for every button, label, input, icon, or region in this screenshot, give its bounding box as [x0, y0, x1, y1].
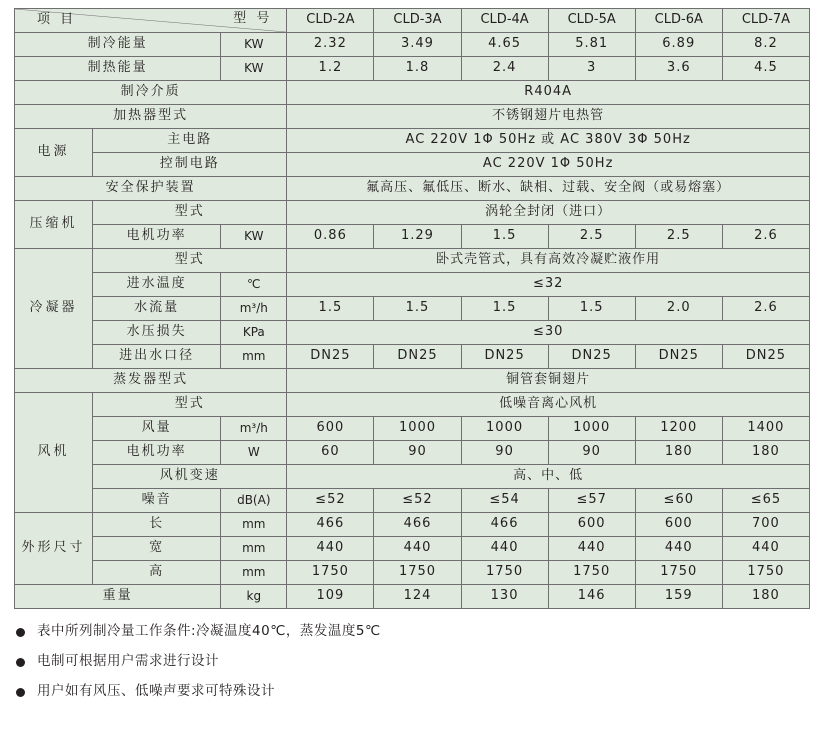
cell-value-span: 氟高压、氟低压、断水、缺相、过载、安全阀（或易熔塞） [287, 177, 810, 201]
cell-value-span: R404A [287, 81, 810, 105]
row-label: 风机变速 [93, 465, 287, 489]
cell-value-span: ≤30 [287, 321, 810, 345]
table-row [15, 273, 810, 297]
row-unit: KW [221, 225, 287, 249]
cell-value: ≤65 [722, 489, 809, 513]
cell-value: 3 [548, 57, 635, 81]
row-label: 进出水口径 [93, 345, 221, 369]
cell-value: 2.6 [722, 225, 809, 249]
row-label: 制冷介质 [15, 81, 287, 105]
cell-value: 600 [287, 417, 374, 441]
header-corner-cell [15, 9, 287, 33]
cell-value: 1200 [635, 417, 722, 441]
cell-value: 440 [374, 537, 461, 561]
cell-value: 2.0 [635, 297, 722, 321]
row-label: 主电路 [93, 129, 287, 153]
cell-value-span: AC 220V 1Φ 50Hz 或 AC 380V 3Φ 50Hz [287, 129, 810, 153]
row-label: 电机功率 [93, 225, 221, 249]
row-unit: mm [221, 561, 287, 585]
cell-value: 1000 [374, 417, 461, 441]
cell-value: 1750 [461, 561, 548, 585]
bullet-icon [16, 628, 25, 637]
table-row [15, 57, 810, 81]
group-label-compressor: 压缩机 [15, 201, 93, 249]
cell-value: 90 [374, 441, 461, 465]
table-row [15, 177, 810, 201]
cell-value: ≤57 [548, 489, 635, 513]
row-unit: kg [221, 585, 287, 609]
cell-value: 3.6 [635, 57, 722, 81]
model-header-2: CLD-4A [461, 9, 548, 33]
cell-value-span: 不锈钢翅片电热管 [287, 105, 810, 129]
group-label-fan: 风机 [15, 393, 93, 513]
row-label: 型式 [93, 249, 287, 273]
note-text: 用户如有风压、低噪声要求可特殊设计 [37, 683, 275, 700]
cell-value-span: 低噪音离心风机 [287, 393, 810, 417]
row-label: 噪音 [93, 489, 221, 513]
row-label: 加热器型式 [15, 105, 287, 129]
cell-value: 2.32 [287, 33, 374, 57]
cell-value: 130 [461, 585, 548, 609]
cell-value: 180 [722, 441, 809, 465]
cell-value-span: AC 220V 1Φ 50Hz [287, 153, 810, 177]
table-row [15, 129, 810, 153]
model-header-1: CLD-3A [374, 9, 461, 33]
cell-value: ≤52 [374, 489, 461, 513]
model-header-3: CLD-5A [548, 9, 635, 33]
cell-value: 1750 [548, 561, 635, 585]
row-label: 蒸发器型式 [15, 369, 287, 393]
table-row [15, 105, 810, 129]
row-label: 风量 [93, 417, 221, 441]
cell-value: 60 [287, 441, 374, 465]
cell-value: 1.5 [287, 297, 374, 321]
bullet-icon [16, 688, 25, 697]
cell-value: 1750 [635, 561, 722, 585]
row-unit: ℃ [221, 273, 287, 297]
cell-value: 1.2 [287, 57, 374, 81]
cell-value: 466 [461, 513, 548, 537]
cell-value: 1.5 [461, 297, 548, 321]
cell-value: 440 [548, 537, 635, 561]
cell-value: DN25 [722, 345, 809, 369]
cell-value-span: 卧式壳管式，具有高效冷凝贮液作用 [287, 249, 810, 273]
header-model-label: 型 号 [233, 11, 273, 26]
table-row [15, 81, 810, 105]
cell-value: 8.2 [722, 33, 809, 57]
cell-value: 124 [374, 585, 461, 609]
table-row [15, 513, 810, 537]
row-unit: KW [221, 33, 287, 57]
row-label: 宽 [93, 537, 221, 561]
bullet-icon [16, 658, 25, 667]
cell-value: 159 [635, 585, 722, 609]
row-label: 制冷能量 [15, 33, 221, 57]
cell-value: 2.6 [722, 297, 809, 321]
cell-value: 466 [287, 513, 374, 537]
cell-value: 1.5 [548, 297, 635, 321]
cell-value: 2.5 [548, 225, 635, 249]
cell-value: 440 [722, 537, 809, 561]
model-header-5: CLD-7A [722, 9, 809, 33]
row-label: 进水温度 [93, 273, 221, 297]
cell-value: 1.5 [461, 225, 548, 249]
cell-value: DN25 [548, 345, 635, 369]
row-unit: mm [221, 513, 287, 537]
cell-value: 700 [722, 513, 809, 537]
cell-value: 466 [374, 513, 461, 537]
table-row [15, 345, 810, 369]
cell-value-span: 高、中、低 [287, 465, 810, 489]
table-row [15, 561, 810, 585]
table-row [15, 585, 810, 609]
cell-value: 180 [635, 441, 722, 465]
cell-value: ≤60 [635, 489, 722, 513]
row-unit: KPa [221, 321, 287, 345]
table-row [15, 441, 810, 465]
row-unit: dB(A) [221, 489, 287, 513]
table-row [15, 369, 810, 393]
row-label: 长 [93, 513, 221, 537]
cell-value: 90 [548, 441, 635, 465]
cell-value-span: 铜管套铜翅片 [287, 369, 810, 393]
cell-value: 1000 [548, 417, 635, 441]
cell-value: ≤52 [287, 489, 374, 513]
table-row [15, 489, 810, 513]
cell-value-span: 涡轮全封闭（进口） [287, 201, 810, 225]
row-label: 水流量 [93, 297, 221, 321]
cell-value: 180 [722, 585, 809, 609]
row-unit: mm [221, 345, 287, 369]
table-row [15, 417, 810, 441]
row-unit: m³/h [221, 297, 287, 321]
cell-value: 109 [287, 585, 374, 609]
table-row [15, 393, 810, 417]
row-unit: m³/h [221, 417, 287, 441]
note-item [16, 653, 830, 669]
table-header-row [15, 9, 810, 33]
group-label-power: 电源 [15, 129, 93, 177]
group-label-dimensions: 外形尺寸 [15, 513, 93, 585]
table-row [15, 33, 810, 57]
cell-value: ≤54 [461, 489, 548, 513]
cell-value-span: ≤32 [287, 273, 810, 297]
model-header-4: CLD-6A [635, 9, 722, 33]
cell-value: 4.5 [722, 57, 809, 81]
cell-value: 1000 [461, 417, 548, 441]
cell-value: 1.8 [374, 57, 461, 81]
cell-value: DN25 [374, 345, 461, 369]
row-label: 制热能量 [15, 57, 221, 81]
note-item [16, 683, 830, 699]
cell-value: 1750 [722, 561, 809, 585]
table-row [15, 297, 810, 321]
cell-value: 1750 [287, 561, 374, 585]
cell-value: 3.49 [374, 33, 461, 57]
cell-value: 1.5 [374, 297, 461, 321]
table-row [15, 225, 810, 249]
row-label: 电机功率 [93, 441, 221, 465]
cell-value: 440 [461, 537, 548, 561]
cell-value: 1.29 [374, 225, 461, 249]
cell-value: 2.5 [635, 225, 722, 249]
specification-table [14, 8, 810, 609]
cell-value: 600 [548, 513, 635, 537]
cell-value: DN25 [287, 345, 374, 369]
table-row [15, 321, 810, 345]
cell-value: 4.65 [461, 33, 548, 57]
row-label: 水压损失 [93, 321, 221, 345]
cell-value: 1400 [722, 417, 809, 441]
cell-value: 5.81 [548, 33, 635, 57]
row-unit: KW [221, 57, 287, 81]
row-label: 重量 [15, 585, 221, 609]
cell-value: 90 [461, 441, 548, 465]
header-item-label: 项 目 [37, 12, 77, 28]
model-header-0: CLD-2A [287, 9, 374, 33]
row-label: 安全保护装置 [15, 177, 287, 201]
cell-value: 1750 [374, 561, 461, 585]
group-label-condenser: 冷凝器 [15, 249, 93, 369]
table-row [15, 537, 810, 561]
row-label: 高 [93, 561, 221, 585]
row-unit: mm [221, 537, 287, 561]
row-label: 型式 [93, 201, 287, 225]
row-unit: W [221, 441, 287, 465]
cell-value: 2.4 [461, 57, 548, 81]
cell-value: 600 [635, 513, 722, 537]
note-text: 表中所列制冷量工作条件:冷凝温度40℃，蒸发温度5℃ [37, 623, 381, 639]
row-label: 型式 [93, 393, 287, 417]
note-text: 电制可根据用户需求进行设计 [37, 653, 219, 670]
spec-sheet [0, 8, 830, 744]
table-row [15, 153, 810, 177]
cell-value: 146 [548, 585, 635, 609]
cell-value: 440 [635, 537, 722, 561]
note-item [16, 623, 830, 639]
cell-value: DN25 [635, 345, 722, 369]
cell-value: 6.89 [635, 33, 722, 57]
cell-value: DN25 [461, 345, 548, 369]
cell-value: 0.86 [287, 225, 374, 249]
table-row [15, 465, 810, 489]
table-row [15, 201, 810, 225]
cell-value: 440 [287, 537, 374, 561]
row-label: 控制电路 [93, 153, 287, 177]
notes-list [16, 623, 830, 700]
table-row [15, 249, 810, 273]
